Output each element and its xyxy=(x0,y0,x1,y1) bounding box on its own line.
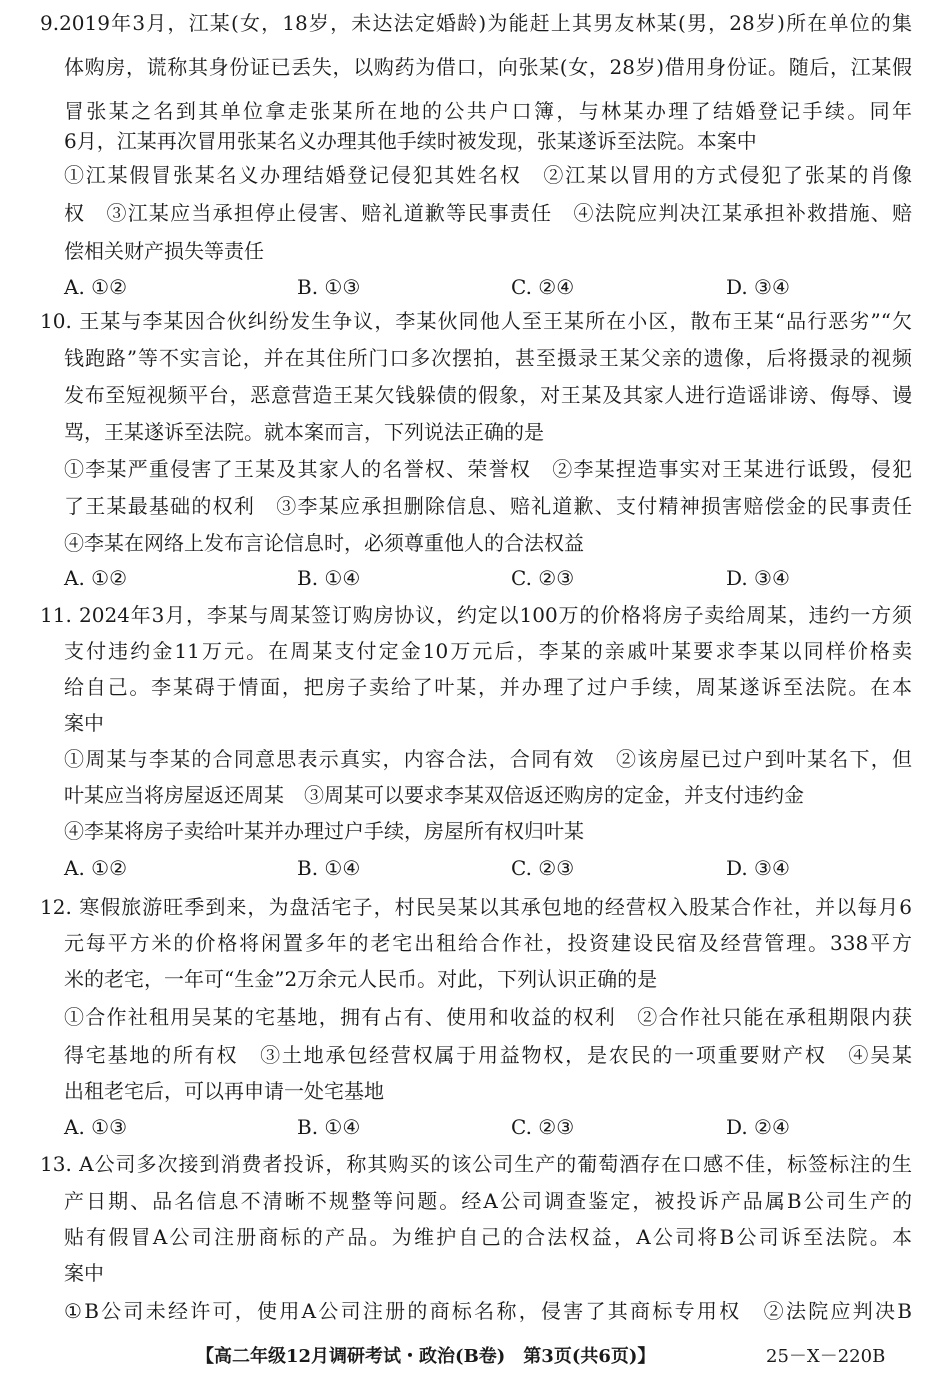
question-11-option-a[interactable]: A. ①② xyxy=(64,856,128,880)
question-12-line-3: 米的老宅，一年可“生金”2万余元人民币。对此，下列认识正确的是 xyxy=(64,967,658,991)
question-9-statement-line-3: 偿相关财产损失等责任 xyxy=(64,239,264,263)
question-10-option-d[interactable]: D. ③④ xyxy=(726,566,790,590)
page-footer xyxy=(0,1343,950,1371)
question-13-line-3: 贴有假冒A公司注册商标的产品。为维护自己的合法权益，A公司将B公司诉至法院。本 xyxy=(64,1225,912,1249)
question-12-line-1: 12. 寒假旅游旺季到来，为盘活宅子，村民吴某以其承包地的经营权入股某合作社，并以每月6 xyxy=(40,895,912,919)
question-10-line-1: 10. 王某与李某因合伙纠纷发生争议，李某伙同他人至王某所在小区，散布王某“品行恶劣”“欠 xyxy=(40,309,912,333)
question-9-line-3: 冒张某之名到其单位拿走张某所在地的公共户口簿，与林某办理了结婚登记手续。同年 xyxy=(64,99,912,123)
question-10-line-4: 骂，王某遂诉至法院。就本案而言，下列说法正确的是 xyxy=(64,420,544,444)
question-11-line-4: 案中 xyxy=(64,711,104,735)
question-11-statement-line-3: ④李某将房子卖给叶某并办理过户手续，房屋所有权归叶某 xyxy=(64,819,584,843)
question-10-line-3: 发布至短视频平台，恶意营造王某欠钱躲债的假象，对王某及其家人进行造谣诽谤、侮辱、谩 xyxy=(64,383,912,407)
question-12-option-c[interactable]: C. ②③ xyxy=(511,1115,575,1139)
question-10-option-b[interactable]: B. ①④ xyxy=(297,566,361,590)
question-12-statement-line-2: 得宅基地的所有权 ③土地承包经营权属于用益物权，是农民的一项重要财产权 ④吴某 xyxy=(64,1043,912,1067)
question-12-option-a[interactable]: A. ①③ xyxy=(64,1115,128,1139)
question-9-statement-line-2: 权 ③江某应当承担停止侵害、赔礼道歉等民事责任 ④法院应判决江某承担补救措施、赔 xyxy=(64,201,912,225)
question-11-line-3: 给自己。李某碍于情面，把房子卖给了叶某，并办理了过户手续，周某遂诉至法院。在本 xyxy=(64,675,912,699)
question-11-statement-line-1: ①周某与李某的合同意思表示真实，内容合法，合同有效 ②该房屋已过户到叶某名下，但 xyxy=(64,747,912,771)
question-13-line-4: 案中 xyxy=(64,1261,104,1285)
question-10-option-a[interactable]: A. ①② xyxy=(64,566,128,590)
question-9-line-1: 9.2019年3月，江某(女，18岁，未达法定婚龄)为能赶上其男友林某(男，28岁)所在单位的集 xyxy=(40,11,912,35)
question-9-line-2: 体购房，谎称其身份证已丢失，以购药为借口，向张某(女，28岁)借用身份证。随后，江某假 xyxy=(64,55,912,79)
question-10-statement-line-1: ①李某严重侵害了王某及其家人的名誉权、荣誉权 ②李某捏造事实对王某进行诋毁，侵犯 xyxy=(64,457,912,481)
question-12-statement-line-1: ①合作社租用吴某的宅基地，拥有占有、使用和收益的权利 ②合作社只能在承租期限内获 xyxy=(64,1005,912,1029)
question-12-statement-line-3: 出租老宅后，可以再申请一处宅基地 xyxy=(64,1079,384,1103)
question-10-statement-line-2: 了王某最基础的权利 ③李某应承担删除信息、赔礼道歉、支付精神损害赔偿金的民事责任 xyxy=(64,494,912,518)
question-11-statement-line-2: 叶某应当将房屋返还周某 ③周某可以要求李某双倍返还购房的定金，并支付违约金 xyxy=(64,783,804,807)
footer-exam-info: 【高二年级12月调研考试・政治(B卷) 第3页(共6页)】 xyxy=(196,1346,656,1367)
question-9-option-b[interactable]: B. ①③ xyxy=(297,275,361,299)
footer-paper-code: 25－X－220B xyxy=(766,1346,886,1367)
question-13-statement-line-1: ①B公司未经许可，使用A公司注册的商标名称，侵害了其商标专用权 ②法院应判决B xyxy=(64,1299,912,1323)
question-9-option-a[interactable]: A. ①② xyxy=(64,275,128,299)
question-9-option-d[interactable]: D. ③④ xyxy=(726,275,790,299)
question-9-statement-line-1: ①江某假冒张某名义办理结婚登记侵犯其姓名权 ②江某以冒用的方式侵犯了张某的肖像 xyxy=(64,163,912,187)
question-9-line-4: 6月，江某再次冒用张某名义办理其他手续时被发现，张某遂诉至法院。本案中 xyxy=(64,129,757,153)
question-11-option-d[interactable]: D. ③④ xyxy=(726,856,790,880)
question-12-option-d[interactable]: D. ②④ xyxy=(726,1115,790,1139)
question-9-option-c[interactable]: C. ②④ xyxy=(511,275,575,299)
question-10-statement-line-3: ④李某在网络上发布言论信息时，必须尊重他人的合法权益 xyxy=(64,531,584,555)
question-11-option-c[interactable]: C. ②③ xyxy=(511,856,575,880)
question-11-line-1: 11. 2024年3月，李某与周某签订购房协议，约定以100万的价格将房子卖给周某，违约一方须 xyxy=(40,603,912,627)
question-12-option-b[interactable]: B. ①④ xyxy=(297,1115,361,1139)
question-11-line-2: 支付违约金11万元。在周某支付定金10万元后，李某的亲戚叶某要求李某以同样价格卖 xyxy=(64,639,912,663)
question-11-option-b[interactable]: B. ①④ xyxy=(297,856,361,880)
question-13-line-1: 13. A公司多次接到消费者投诉，称其购买的该公司生产的葡萄酒存在口感不佳，标签标注的生 xyxy=(40,1152,912,1176)
question-10-option-c[interactable]: C. ②③ xyxy=(511,566,575,590)
question-13-line-2: 产日期、品名信息不清晰不规整等问题。经A公司调查鉴定，被投诉产品属B公司生产的 xyxy=(64,1189,912,1213)
question-12-line-2: 元每平方米的价格将闲置多年的老宅出租给合作社，投资建设民宿及经营管理。338平方 xyxy=(64,931,912,955)
question-10-line-2: 钱跑路”等不实言论，并在其住所门口多次摆拍，甚至摄录王某父亲的遗像，后将摄录的视频 xyxy=(64,346,912,370)
